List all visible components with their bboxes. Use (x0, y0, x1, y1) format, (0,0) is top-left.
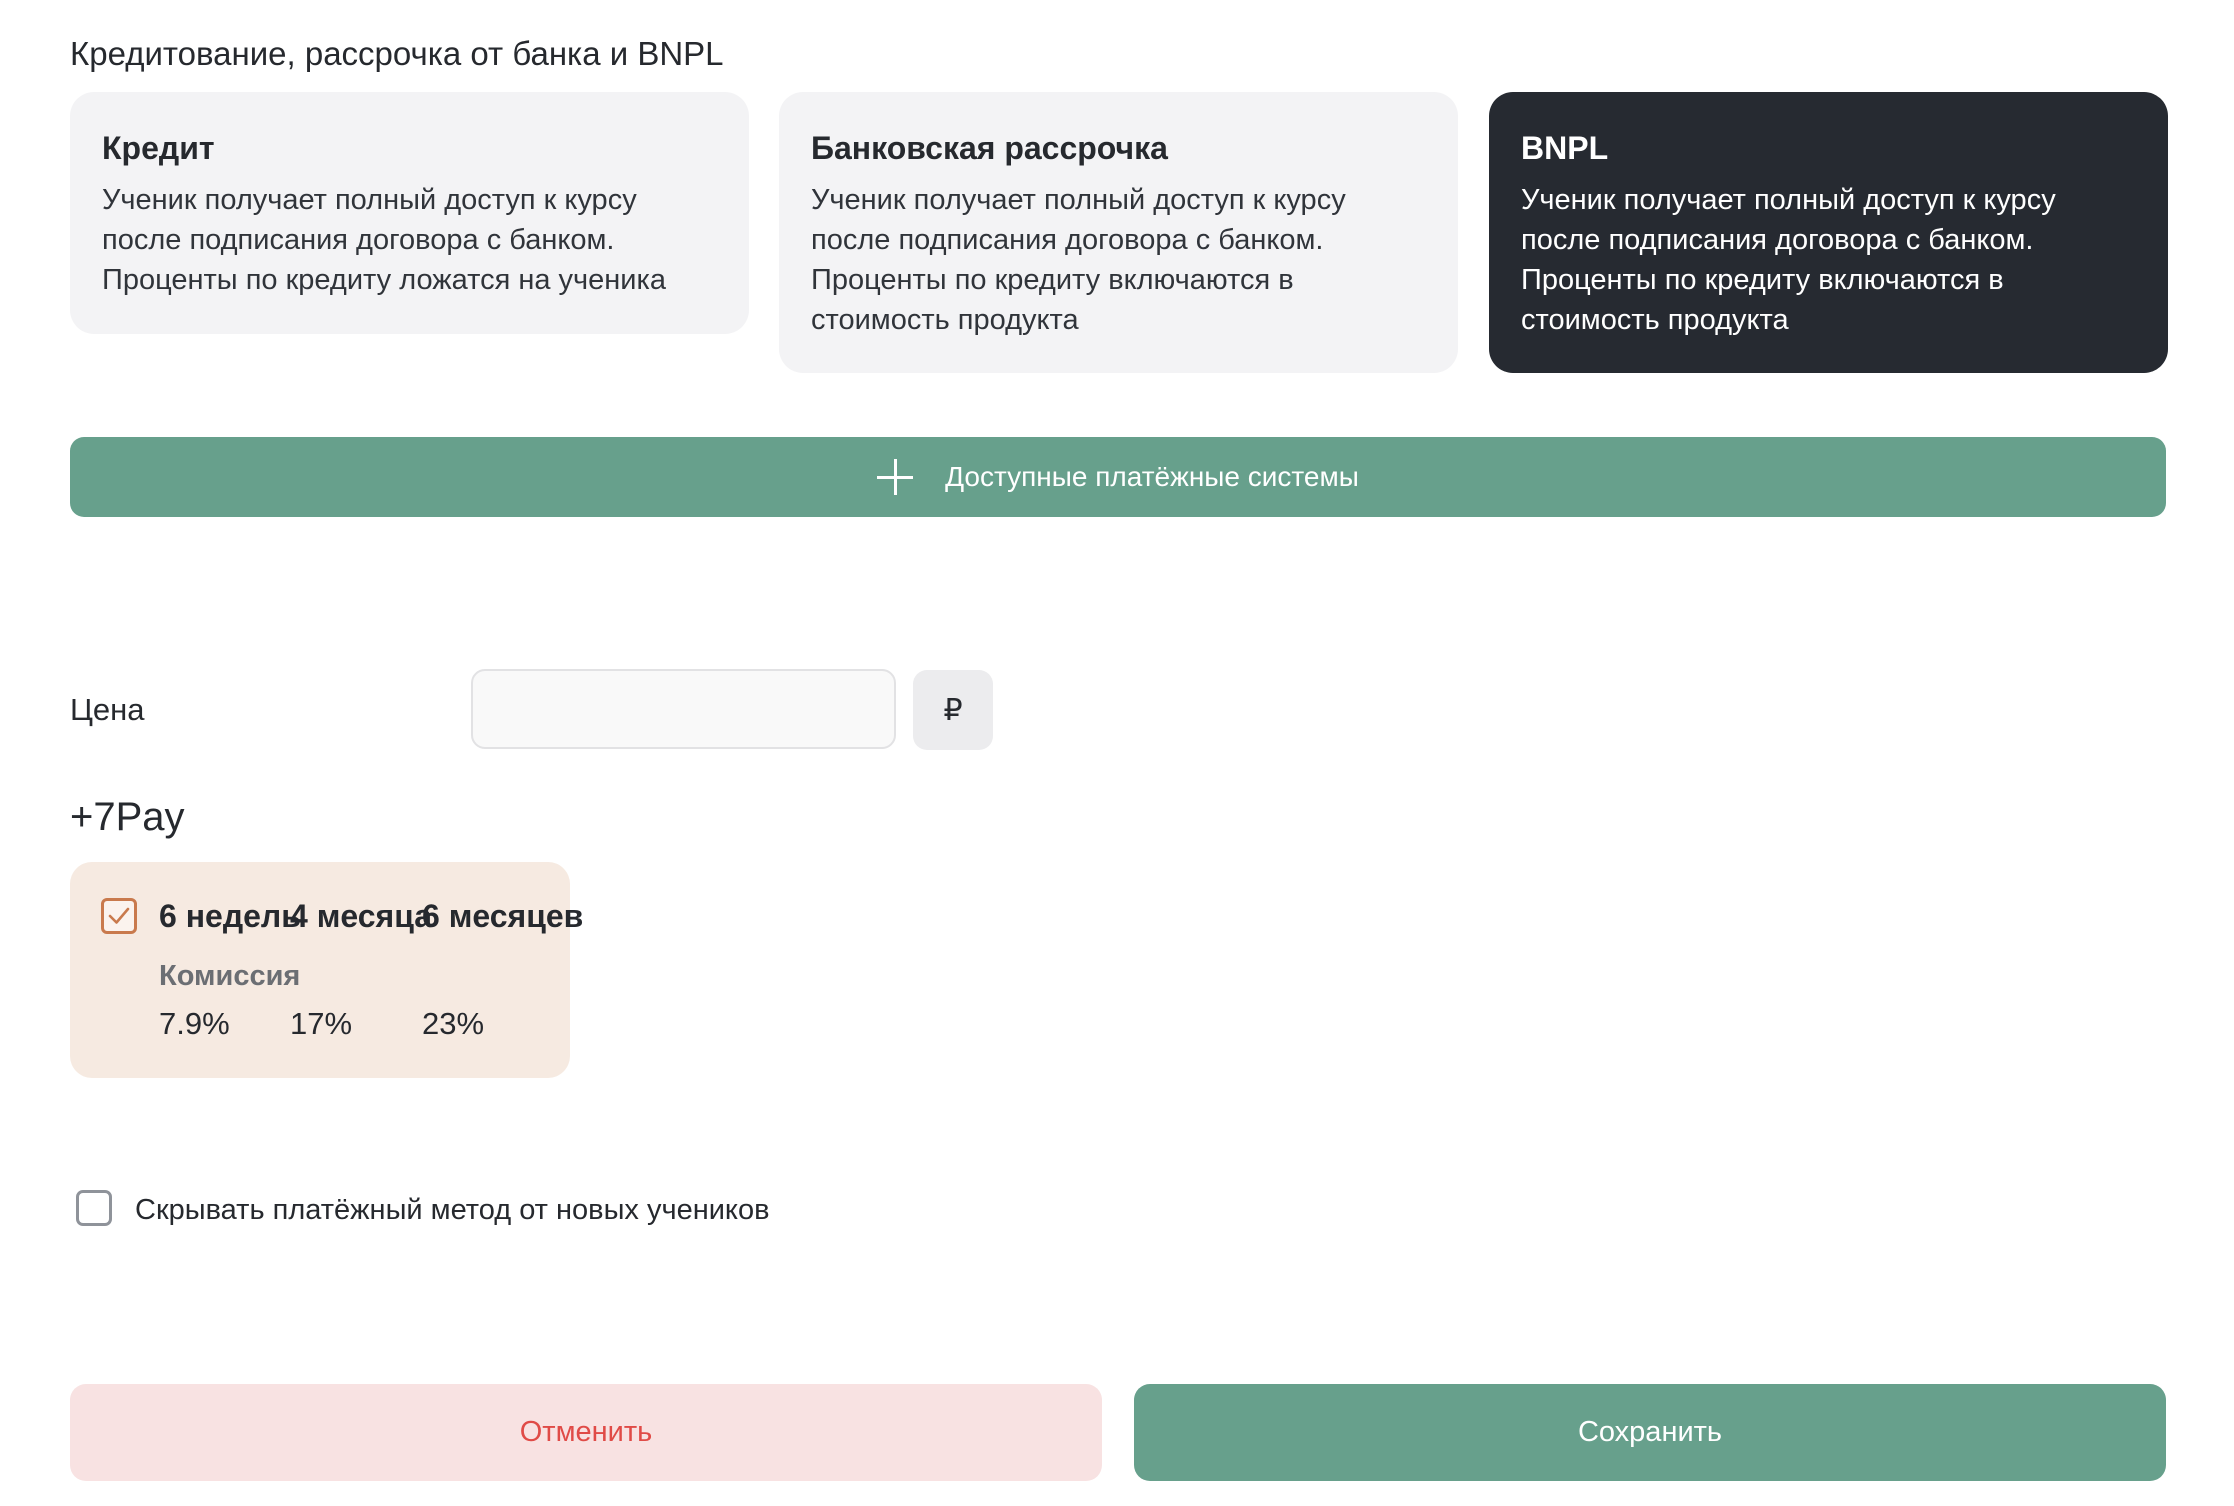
currency-badge: ₽ (913, 670, 993, 750)
option-card-title: BNPL (1521, 130, 1609, 166)
plan-rate: 23% (422, 1006, 485, 1041)
price-input[interactable] (471, 669, 896, 749)
option-card-title: Банковская рассрочка (811, 130, 1168, 166)
commission-label: Комиссия (159, 960, 301, 992)
option-card-title: Кредит (102, 130, 215, 166)
option-card-description: Ученик получает полный доступ к курсу после подписания договора с банком. Проценты по кредиту включаются в стоимость продукта (1521, 184, 2056, 336)
option-card-bnpl[interactable] (1489, 92, 2168, 373)
plan-term: 6 недель (159, 898, 301, 934)
save-button[interactable]: Сохранить (1134, 1384, 2166, 1481)
plan-rate: 17% (290, 1006, 353, 1041)
provider-title: +7Pay (70, 795, 185, 839)
option-card-description: Ученик получает полный доступ к курсу после подписания договора с банком. Проценты по кредиту ложатся на ученика (102, 184, 666, 296)
cancel-button[interactable]: Отменить (70, 1384, 1102, 1481)
plan-term: 4 месяца (290, 898, 433, 934)
hide-method-checkbox[interactable] (76, 1190, 112, 1226)
provider-plan-card (70, 862, 584, 1078)
plus-icon (877, 459, 913, 495)
add-payment-systems-button[interactable] (70, 437, 2166, 517)
provider-checkbox[interactable] (101, 898, 137, 934)
section-title: Кредитование, рассрочка от банка и BNPL (70, 35, 724, 72)
check-icon (107, 904, 131, 928)
option-card-bank-installment[interactable] (779, 92, 1458, 373)
plan-term: 6 месяцев (422, 898, 584, 934)
option-card-credit[interactable] (70, 92, 749, 334)
hide-method-label[interactable]: Скрывать платёжный метод от новых учеников (135, 1194, 770, 1226)
option-card-description: Ученик получает полный доступ к курсу после подписания договора с банком. Проценты по кредиту включаются в стоимость продукта (811, 184, 1346, 336)
price-label: Цена (70, 692, 145, 727)
add-payment-systems-label: Доступные платёжные системы (945, 461, 1359, 492)
plan-rate: 7.9% (159, 1006, 230, 1041)
